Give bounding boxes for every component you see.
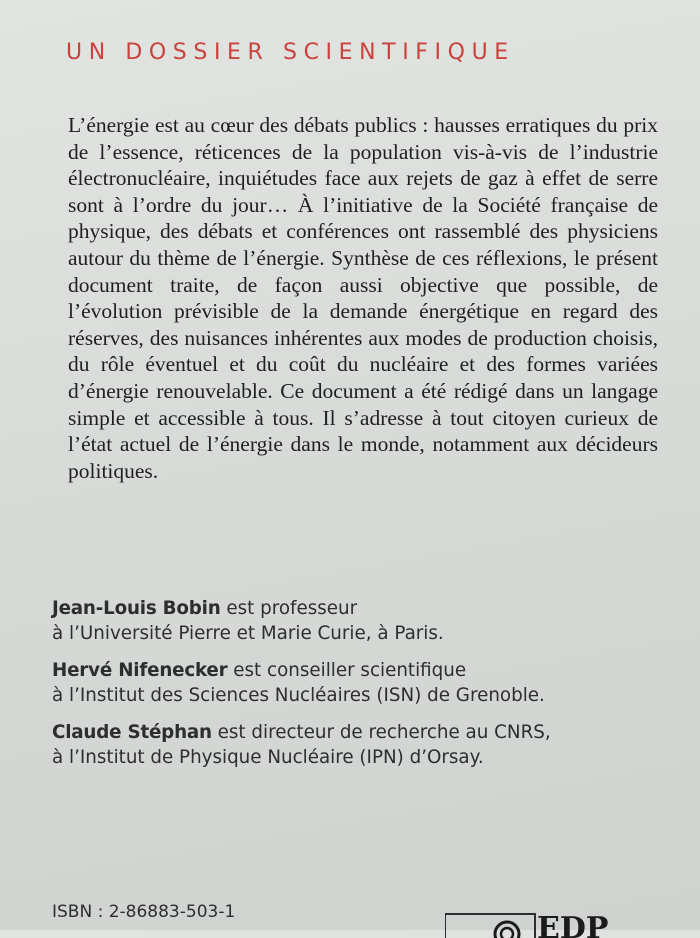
author-entry (52, 596, 652, 646)
author-name: Claude Stéphan (52, 722, 212, 743)
author-line (52, 720, 652, 745)
author-affiliation: à l’Institut de Physique Nucléaire (IPN) d’Orsay. (52, 747, 484, 768)
isbn-number: ISBN : 2-86883-503-1 (52, 902, 236, 922)
book-summary: L’énergie est au cœur des débats publics : hausses erratiques du prix de l’essence, réticences de la population vis-à-vis de l’industrie électronucléaire, inquiétudes face aux rejets de gaz à effet de serre sont à l’ordre du jour… À l’initiative de la Société française de physique, des débats et conférences ont rassemblé des physiciens autour du thème de l’énergie. Synthèse de ces réflexions, le présent document traite, de façon aussi objective que possible, de l’évolution prévisible de la demande énergétique en regard des réserves, des nuisances inhérentes aux modes de production choisis, du rôle éventuel et du coût du nucléaire et des formes variées d’énergie renouvelable. Ce document a été rédigé dans un langage simple et accessible à tous. Il s’adresse à tout citoyen curieux de l’état actuel de l’énergie dans le monde, notamment aux décideurs politiques. (68, 113, 658, 483)
logo-copyright-icon (495, 922, 519, 938)
author-role: est professeur (220, 598, 358, 619)
author-affiliation: à l’Institut des Sciences Nucléaires (ISN) de Grenoble. (52, 685, 545, 706)
author-line (52, 596, 652, 621)
section-heading: UN DOSSIER SCIENTIFIQUE (66, 40, 515, 65)
publisher-logo (445, 908, 700, 938)
author-role: est directeur de recherche au CNRS, (211, 722, 551, 743)
author-entry (52, 720, 652, 770)
author-list (52, 596, 652, 782)
author-affiliation: à l’Université Pierre et Marie Curie, à Paris. (52, 623, 444, 644)
author-entry (52, 658, 652, 708)
author-name: Jean-Louis Bobin (52, 598, 221, 619)
logo-frame (445, 914, 535, 938)
author-role: est conseiller scientifique (227, 660, 467, 681)
logo-text: EDP (537, 911, 609, 938)
author-line (52, 658, 652, 683)
author-name: Hervé Nifenecker (52, 660, 228, 681)
